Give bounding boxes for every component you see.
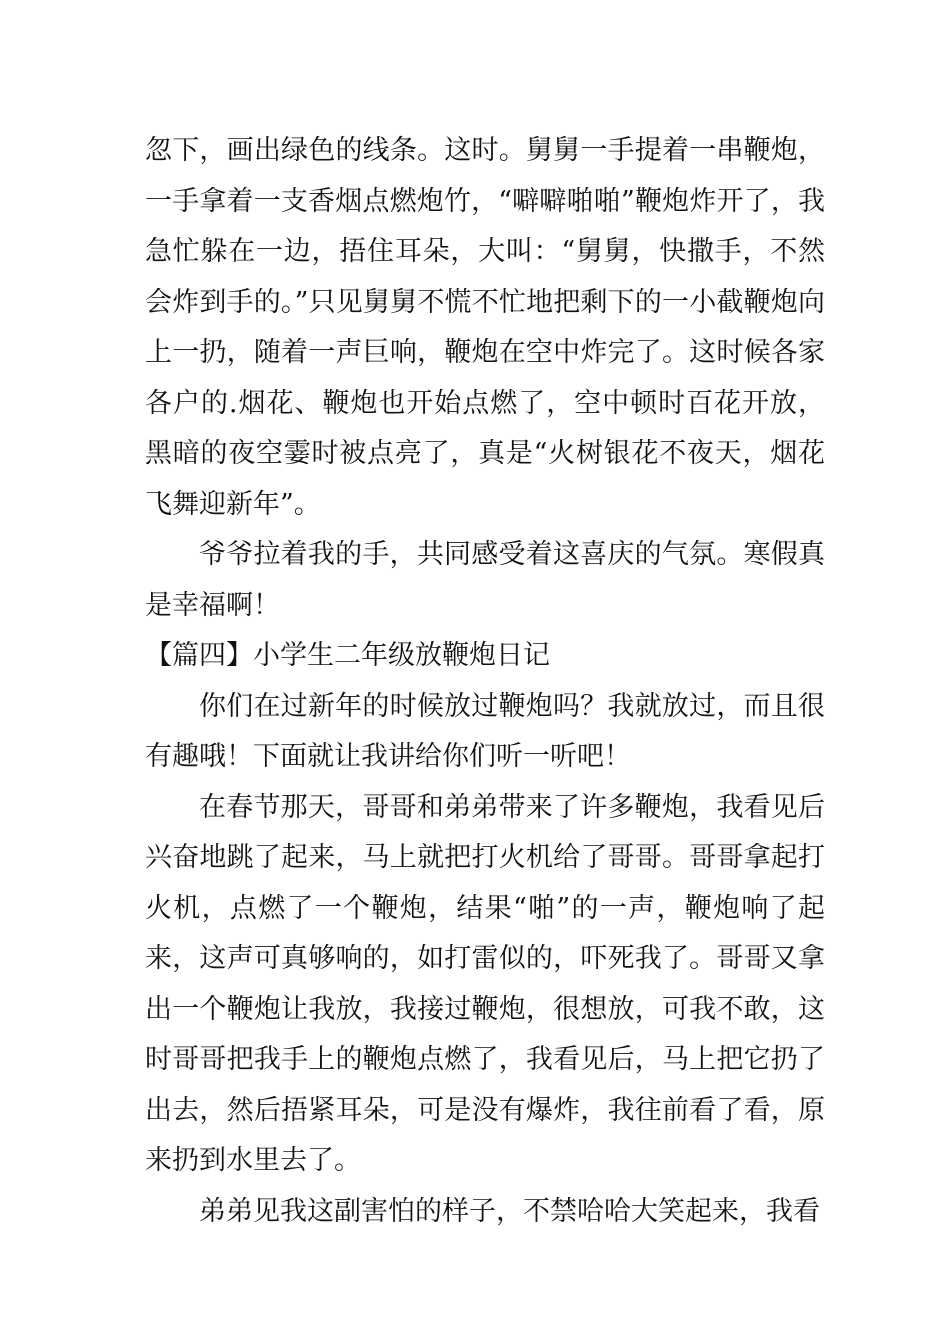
paragraph-intro: 你们在过新年的时候放过鞭炮吗？我就放过，而且很有趣哦！下面就让我讲给你们听一听吧！ [145, 690, 825, 772]
document-body [145, 126, 825, 1237]
section-heading: 【篇四】小学生二年级放鞭炮日记 [145, 640, 550, 671]
paragraph-spring-festival: 在春节那天，哥哥和弟弟带来了许多鞭炮，我看见后兴奋地跳了起来，马上就把打火机给了哥哥。哥哥拿起打火机，点燃了一个鞭炮，结果“啪”的一声，鞭炮响了起来，这声可真够响的，如打雷似的，吓死我了。哥哥又拿出一个鞭炮让我放，我接过鞭炮，很想放，可我不敢，这时哥哥把我手上的鞭炮点燃了，我看见后，马上把它扔了出去，然后捂紧耳朵，可是没有爆炸，我往前看了看，原来扔到水里去了。 [145, 791, 825, 1176]
paragraph-grandpa: 爷爷拉着我的手，共同感受着这喜庆的气氛。寒假真是幸福啊！ [145, 539, 825, 621]
paragraph-brother-laugh: 弟弟见我这副害怕的样子，不禁哈哈大笑起来，我看 [199, 1195, 820, 1227]
paragraph-continuation: 忽下，画出绿色的线条。这时。舅舅一手提着一串鞭炮，一手拿着一支香烟点燃炮竹，“噼噼啪啪”鞭炮炸开了，我急忙躲在一边，捂住耳朵，大叫：“舅舅，快撒手，不然会炸到手的。”只见舅舅不慌不忙地把剩下的一小截鞭炮向上一扔，随着一声巨响，鞭炮在空中炸完了。这时候各家各户的.烟花、鞭炮也开始点燃了，空中顿时百花开放，黑暗的夜空霎时被点亮了，真是“火树银花不夜天，烟花飞舞迎新年”。 [145, 135, 825, 520]
